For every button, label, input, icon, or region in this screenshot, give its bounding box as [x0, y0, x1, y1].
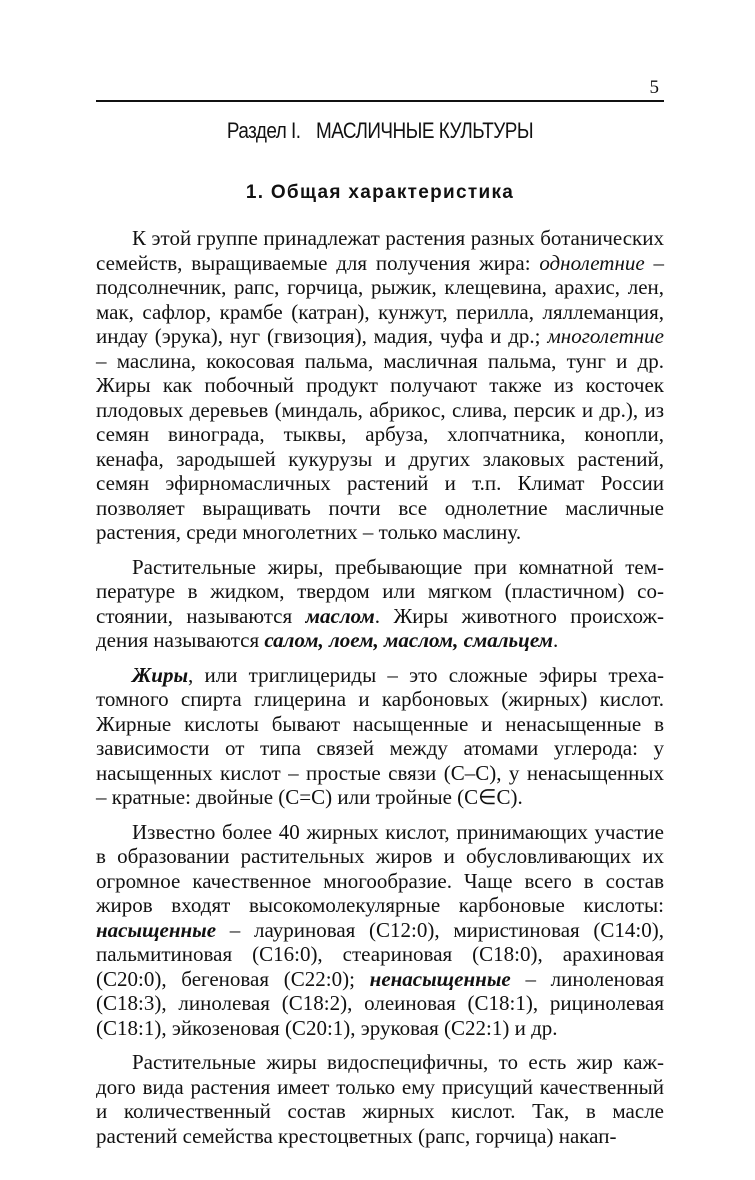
text-run: . [553, 628, 559, 652]
text-run: – линоленовая (С18:3), линолевая (С18:2), олеиновая (С18:1), рицинолевая (С18:1), эйкозеновая (С20:1), эруковая (С22:1) и др. [96, 966, 664, 1040]
emphasized-term: маслом [305, 603, 375, 628]
text-run: Известно более 40 жирных кислот, принимающих участие в образовании растительных жиров и обусловливающих их огромное качественное многообразие. Чаще всего в состав жиров входят высокомолекулярные карбоновые кислоты: [96, 819, 664, 917]
text-run: Растительные жиры видоспецифичны, то есть жир каждого вида растения имеет только ему присущий качественный и количественный состав жирных кислот. Так, в масле растений семейства крестоцветных (рапс, горчица) накап- [96, 1050, 664, 1148]
text-run: – подсолнечник, рапс, горчица, рыжик, клещевина, арахис, лен, мак, сафлор, крамбе (катран), кунжут, перилла, ляллеманция, индау (эрука), нуг (гвизоция), мадия, чуфа и др.; [96, 250, 664, 348]
paragraph [96, 820, 664, 1041]
page-number: 5 [649, 77, 659, 98]
emphasized-term: однолетние [539, 250, 645, 275]
paragraph [96, 663, 664, 810]
section-part-label: Раздел I. [226, 118, 301, 143]
text-run: . Жиры животного происхождения называются [96, 603, 664, 652]
emphasized-term: многолетние [547, 324, 664, 348]
paragraph [96, 226, 664, 545]
text-run: – маслина, кокосовая пальма, масличная пальма, тунг и др. Жиры как побочный продукт получают также из косточек плодовых деревьев (миндаль, абрикос, слива, персик и др.), из семян винограда, тыквы, арбуза, хлопчатника, конопли, кенафа, зародышей кукурузы и других злаковых растений, семян эфирномасличных растений и т.п. Климат России позволяет выращивать почти все однолетние масличные растения, среди многолетних – только маслину. [96, 348, 664, 544]
emphasized-term: Жиры [132, 662, 189, 687]
text-run: Растительные жиры, пребывающие при комнатной температуре в жидком, твердом или мягком (пластичном) состоянии, называются [96, 554, 664, 628]
paragraph [96, 1050, 664, 1148]
header-rule [96, 100, 664, 102]
text-run: К этой группе принадлежат растения разных ботанических семейств, выращиваемые для получения жира: [96, 226, 664, 275]
emphasized-term: насыщенные [96, 917, 217, 942]
text-run: – лауриновая (С12:0), миристиновая (С14:0), пальмитиновая (С16:0), стеариновая (С18:0), арахиновая (С20:0), бегеновая (С22:0); [96, 917, 664, 991]
section-title-text: МАСЛИЧНЫЕ КУЛЬТУРЫ [315, 118, 534, 143]
emphasized-term: салом, лоем, маслом, смальцем [264, 628, 554, 652]
chapter-heading: 1. Общая характеристика [245, 182, 515, 203]
paragraph [96, 555, 664, 653]
body-text [96, 226, 664, 1158]
emphasized-term: ненасыщенные [369, 966, 511, 991]
text-run: , или триглицериды – это сложные эфиры трехатомного спирта глицерина и карбоновых (жирных) кислот. Жирные кислоты бывают насыщенные и ненасыщенные в зависимости от типа связей между атомами углерода: у насыщенных кислот – простые связи (С–С), у ненасыщенных – кратные: двойные (С=С) или тройные (С∈С). [96, 662, 664, 809]
section-heading [136, 118, 624, 144]
